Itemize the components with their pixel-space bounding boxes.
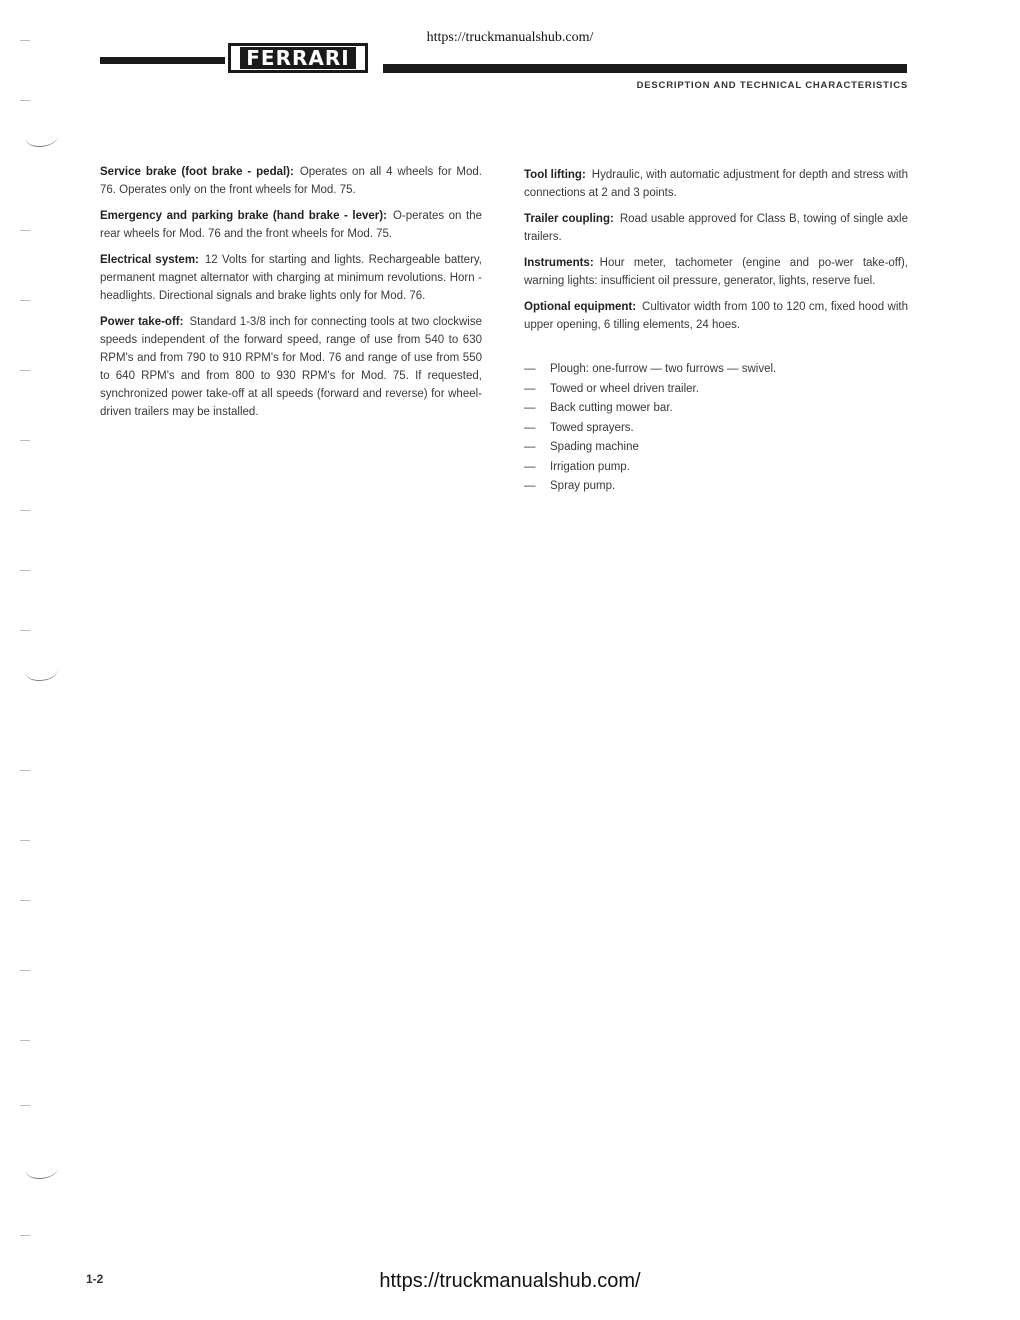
spec-paragraph <box>524 166 908 202</box>
margin-mark <box>20 100 30 101</box>
margin-mark <box>20 300 30 301</box>
spec-text: Cultivator width from 100 to 120 cm, fixed hood with upper opening, 6 tilling elements, 24 hoes. <box>524 301 908 331</box>
list-item-text: Spray pump. <box>550 480 616 492</box>
margin-curve <box>26 1160 58 1179</box>
dash-bullet: — <box>524 460 536 473</box>
logo-text: FERRARI <box>240 47 355 69</box>
spec-paragraph <box>100 207 482 243</box>
list-item-text: Spading machine <box>550 441 639 453</box>
list-item-text: Back cutting mower bar. <box>550 402 673 414</box>
dash-bullet: — <box>524 480 536 492</box>
margin-mark <box>20 370 30 371</box>
list-item <box>524 477 908 497</box>
spec-paragraph <box>524 210 908 246</box>
bottom-url: https://truckmanualshub.com/ <box>379 1270 641 1292</box>
spec-text: 12 Volts for starting and lights. Rechargeable battery, permanent magnet alternator with charging at minimum revolutions. Horn - headlights. Directional signals and brake lights only for Mod. 76. <box>100 254 482 302</box>
margin-curve <box>26 662 58 681</box>
margin-mark <box>20 440 30 441</box>
margin-mark <box>20 1105 30 1106</box>
spec-paragraph <box>100 251 482 305</box>
margin-mark <box>20 900 30 901</box>
margin-mark <box>20 1040 30 1041</box>
spec-label: Electrical system: <box>100 254 199 266</box>
spec-paragraph <box>100 163 482 199</box>
margin-mark <box>20 970 30 971</box>
list-item <box>524 380 908 400</box>
spec-text: O-perates on the rear wheels for Mod. 76 and the front wheels for Mod. 75. <box>100 210 482 240</box>
ferrari-logo <box>228 43 368 73</box>
spec-text: Standard 1-3/8 inch for connecting tools at two clockwise speeds independent of the forward speed, range of use from 540 to 630 RPM's and from 790 to 910 RPM's for Mod. 76 and range of use from 550 to 640 RPM's and from 800 to 930 RPM's for Mod. 75. If requested, synchronized power take-off at all speeds (forward and reverse) for wheel-driven trailers may be installed. <box>100 316 482 418</box>
list-item <box>524 360 908 380</box>
spec-paragraph <box>524 298 908 334</box>
right-column <box>524 166 908 497</box>
spec-paragraph <box>524 254 908 290</box>
left-column <box>100 163 482 429</box>
header-rule-left <box>100 57 225 64</box>
section-title: DESCRIPTION AND TECHNICAL CHARACTERISTICS <box>636 80 908 91</box>
spec-text: Operates on all 4 wheels for Mod. 76. Operates only on the front wheels for Mod. 75. <box>100 166 482 196</box>
list-item-text: Irrigation pump. <box>550 460 630 473</box>
margin-mark <box>20 770 30 771</box>
margin-mark <box>20 510 30 511</box>
spec-paragraph <box>100 313 482 421</box>
list-item-text: Plough: one-furrow — two furrows — swivel. <box>550 363 777 375</box>
spec-label: Instruments: <box>524 257 594 269</box>
optional-equipment-list <box>524 360 908 497</box>
top-url: https://truckmanualshub.com/ <box>426 30 594 45</box>
list-item <box>524 419 908 439</box>
spec-label: Service brake (foot brake - pedal): <box>100 166 294 178</box>
dash-bullet: — <box>524 441 536 453</box>
spec-label: Power take-off: <box>100 316 184 328</box>
margin-mark <box>20 570 30 571</box>
margin-mark <box>20 230 30 231</box>
list-item <box>524 399 908 419</box>
list-item-text: Towed or wheel driven trailer. <box>550 382 699 395</box>
spec-text: Hour meter, tachometer (engine and po-wer take-off), warning lights: insufficient oil pressure, generator, lights, reserve fuel. <box>524 257 908 287</box>
spec-label: Optional equipment: <box>524 301 637 313</box>
spec-text: Hydraulic, with automatic adjustment for depth and stress with connections at 2 and 3 points. <box>524 169 908 199</box>
dash-bullet: — <box>524 363 536 375</box>
spec-label: Emergency and parking brake (hand brake - lever): <box>100 210 387 222</box>
list-item-text: Towed sprayers. <box>550 421 634 434</box>
margin-mark <box>20 630 30 631</box>
spec-label: Tool lifting: <box>524 169 586 181</box>
spec-label: Trailer coupling: <box>524 213 614 225</box>
dash-bullet: — <box>524 421 536 434</box>
list-item <box>524 438 908 458</box>
margin-mark <box>20 1235 30 1236</box>
margin-mark <box>20 840 30 841</box>
page-number: 1-2 <box>86 1272 104 1286</box>
dash-bullet: — <box>524 382 536 395</box>
header-rule-right <box>383 64 907 73</box>
margin-curve <box>26 128 58 147</box>
dash-bullet: — <box>524 402 536 414</box>
spec-text: Road usable approved for Class B, towing of single axle trailers. <box>524 213 909 243</box>
list-item <box>524 458 908 478</box>
